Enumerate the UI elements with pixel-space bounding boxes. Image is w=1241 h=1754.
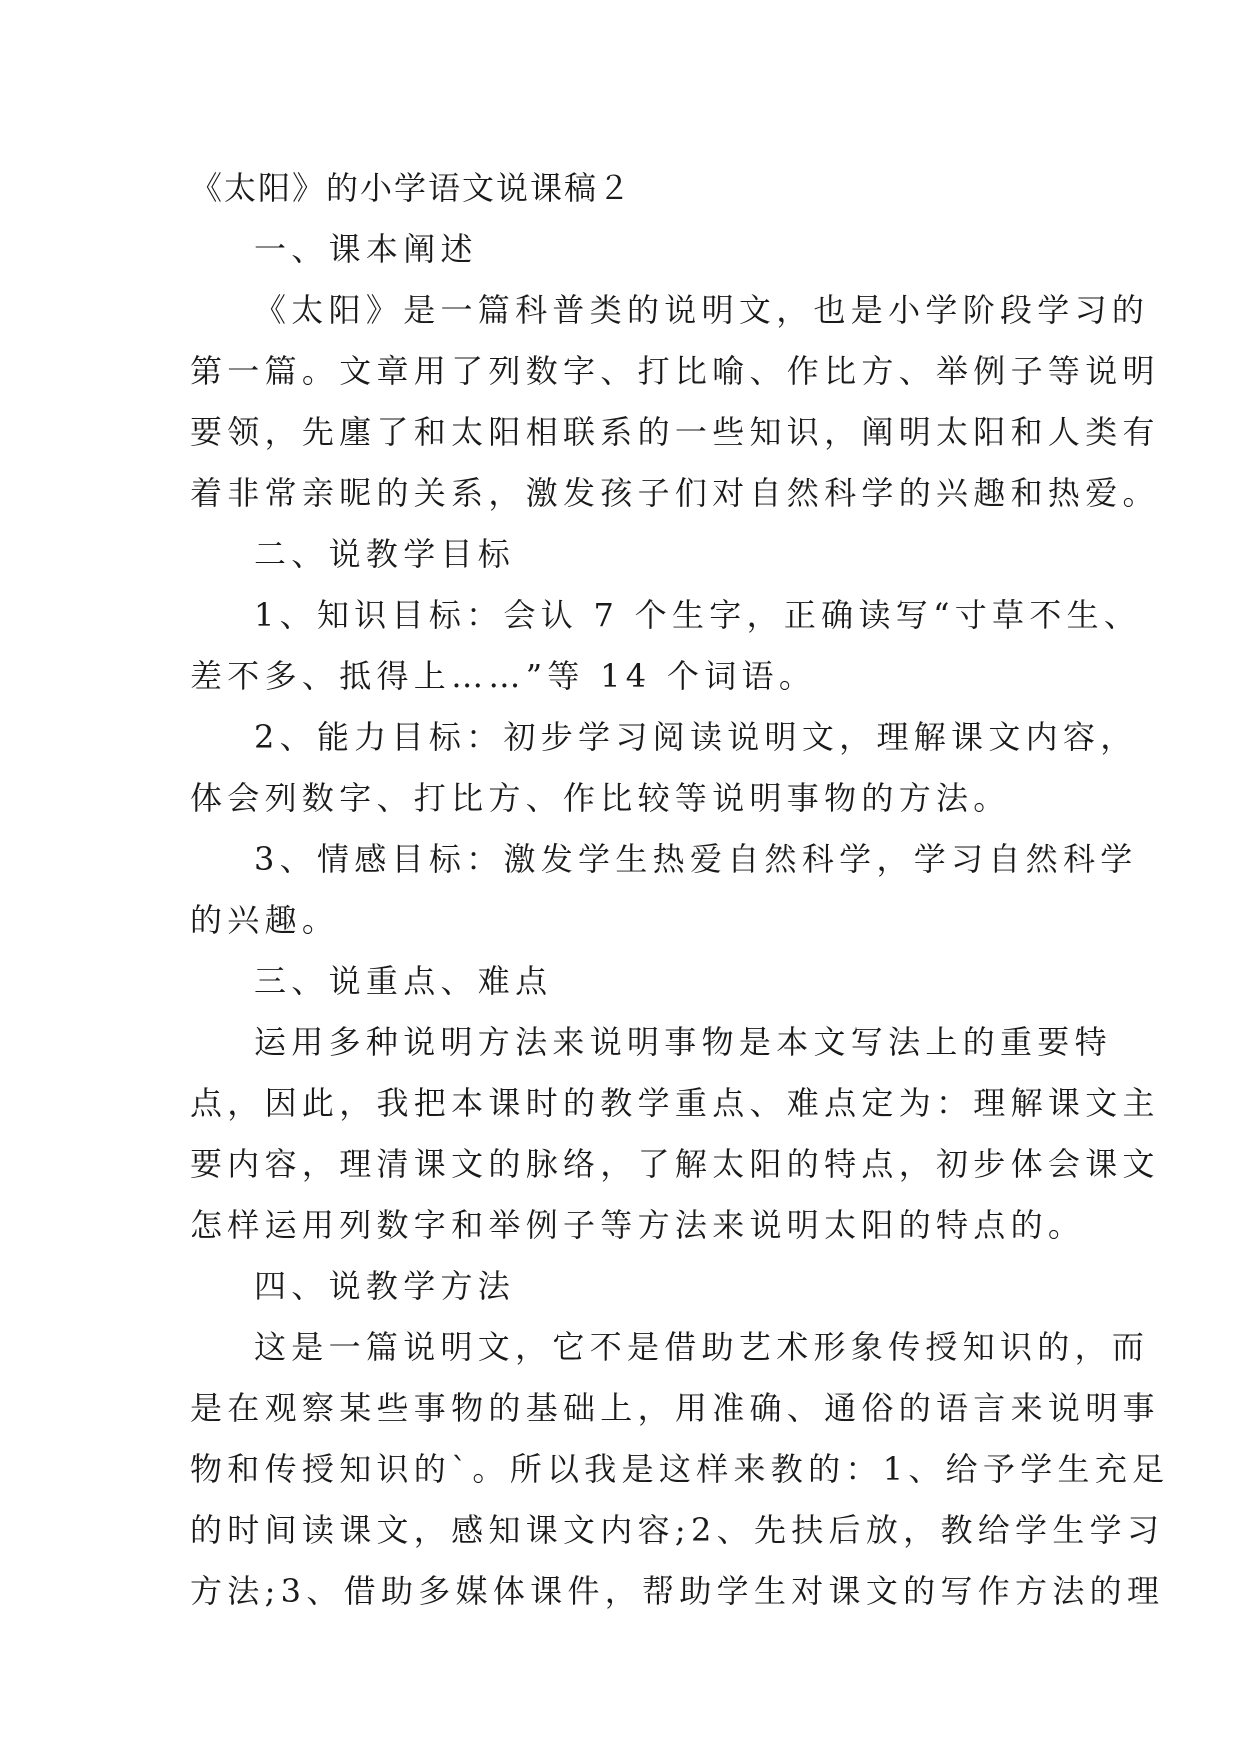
document-title: 《太阳》的小学语文说课稿２: [190, 169, 633, 207]
paragraph-line: 着非常亲昵的关系，激发孩子们对自然科学的兴趣和热爱。: [190, 474, 1160, 512]
paragraph-line: 3、情感目标：激发学生热爱自然科学，学习自然科学: [254, 840, 1138, 878]
paragraph-line: 点，因此，我把本课时的教学重点、难点定为：理解课文主: [190, 1084, 1160, 1122]
paragraph-line: 是在观察某些事物的基础上，用准确、通俗的语言来说明事: [190, 1389, 1160, 1427]
paragraph-line: 2、能力目标：初步学习阅读说明文，理解课文内容，: [254, 718, 1138, 756]
section-heading: 三、说重点、难点: [254, 962, 553, 1000]
section-heading: 四、说教学方法: [254, 1267, 516, 1305]
paragraph-line: 要领，先廛了和太阳相联系的一些知识，阐明太阳和人类有: [190, 413, 1160, 451]
paragraph-line: 的兴趣。: [190, 901, 340, 939]
paragraph-line: 物和传授知识的`。所以我是这样来教的：1、给予学生充足: [190, 1450, 1170, 1488]
paragraph-line: 第一篇。文章用了列数字、打比喻、作比方、举例子等说明: [190, 352, 1160, 390]
paragraph-line: 《太阳》是一篇科普类的说明文，也是小学阶段学习的: [254, 291, 1150, 329]
section-heading: 二、说教学目标: [254, 535, 516, 573]
document-page: [190, 158, 1170, 1622]
paragraph-line: 差不多、抵得上……”等 14 个词语。: [190, 657, 817, 695]
paragraph-line: 运用多种说明方法来说明事物是本文写法上的重要特: [254, 1023, 1112, 1061]
section-heading: 一、课本阐述: [254, 230, 478, 268]
paragraph-line: 1、知识目标：会认 7 个生字，正确读写“寸草不生、: [254, 596, 1142, 634]
paragraph-line: 体会列数字、打比方、作比较等说明事物的方法。: [190, 779, 1011, 817]
paragraph-line: 要内容，理清课文的脉络，了解太阳的特点，初步体会课文: [190, 1145, 1160, 1183]
paragraph-line: 方法;3、借助多媒体课件，帮助学生对课文的写作方法的理: [190, 1572, 1165, 1610]
paragraph-line: 怎样运用列数字和举例子等方法来说明太阳的特点的。: [190, 1206, 1086, 1244]
paragraph-line: 的时间读课文，感知课文内容;2、先扶后放，教给学生学习: [190, 1511, 1165, 1549]
paragraph-line: 这是一篇说明文，它不是借助艺术形象传授知识的，而: [254, 1328, 1150, 1366]
